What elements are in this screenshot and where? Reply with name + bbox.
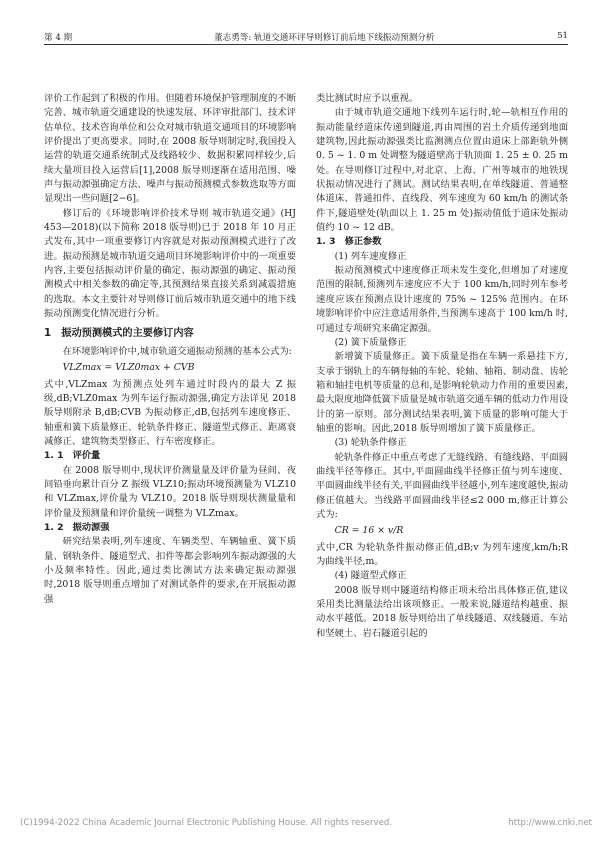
paragraph: 新增簧下质量修正。簧下质量是指在车辆一系悬挂下方,支承于钢轨上的车辆每轴的车轮、轮轴、轴箱、制动盘、齿轮箱和轴挂电机等质量的总和,是影响轮轨动力作用的重要因素,最大限度地降低簧下质量是城市轨道交通车辆的低动力作用设计的第一原则。部分测试结果表明,簧下质量的影响可能大于轴重的影响。因此,2018 版导则增加了簧下质量修正。: [316, 351, 568, 434]
subsection-heading: 1. 2 振动源强: [44, 521, 110, 533]
subsection-heading: 1. 3 修正参数: [316, 236, 382, 248]
list-label: (4) 隧道型式修正: [334, 570, 407, 582]
paragraph: 在环境影响评价中,城市轨道交通振动预测的基本公式为:: [62, 345, 292, 357]
running-header: [44, 30, 568, 45]
left-column: [44, 92, 296, 607]
paragraph: 2008 版导则中隧道结构修正项未给出具体修正值,建议采用类比测量法给出该项修正。一般来说,隧道结构越重、振动水平越低。2018 版导则给出了单线隧道、双线隧道、车站和坚硬土、岩石隧道引起的: [316, 584, 568, 639]
right-column: [316, 92, 568, 641]
vibration-formula: VLZmax = VLZ0max + CVB: [62, 362, 195, 374]
paragraph: 由于城市轨道交通地下线列车运行时,轮—轨相互作用的振动能量经道床传递到隧道,再由周围的岩土介质传递到地面建筑物,因此振动源强类比监测测点位置由道床上部距轨外侧 0. 5 ~ 1. 0 m 处调整为隧道壁高于轨顶面 1. 25 ± 0. 25 m 处。在导则修订过程中,对北京、上海、广州等城市的地铁现状振动情况进行了测试。测试结果表明,在单线隧道、普通整体道床、普通扣件、直线段、列车速度为 60 km/h 的测试条件下,隧道壁处(轨面以上 1. 25 m 处)振动值低于道床处振动值约 10 ~ 12 dB。: [316, 107, 568, 234]
list-label: (3) 轮轨条件修正: [334, 437, 407, 449]
subsection-heading: 1. 1 评价量: [44, 450, 101, 462]
section-heading: 1 振动预测模式的主要修订内容: [44, 327, 194, 339]
paragraph: 在 2008 版导则中,现状评价测量量及评价量为昼间、夜间铅垂向累计百分 Z 振级 VLZ10;振动环境预测量为 VLZ10 和 VLZmax,评价量为 VLZ10。2018 版导则现状测量量和评价量及预测量和评价量统一调整为 VLZmax。: [44, 464, 296, 519]
paragraph: 式中,CR 为轮轨条件振动修正值,dB;v 为列车速度,km/h;R 为曲线半径,m。: [316, 541, 568, 567]
paragraph: 修订后的《环境影响评价技术导则 城市轨道交通》(HJ 453—2018)(以下简称 2018 版导则)已于 2018 年 10 月正式发布,其中一项重要修订内容就是对振动预测模式进行了改进。振动预测是城市轨道交通项目环境影响评价中的一项重要内容,主要包括振动评价量的确定、振动源强的确定、振动预测模式中相关参数的确定等,其预测结果直接关系到减震措施的选取。本文主要针对导则修订前后城市轨道交通中的地下线振动预测变化情况进行分析。: [44, 207, 296, 320]
running-title: 董志勇等: 轨道交通环评导则修订前后地下线振动预测分析: [214, 33, 435, 43]
paragraph: 式中,VLZmax 为预测点处列车通过时段内的最大 Z 振级,dB;VLZ0max 为列车运行振动源强,确定方法详见 2018 版导则附录 B,dB;CVB 为振动修正,dB,包括列车速度修正、轴重和簧下质量修正、轮轨条件修正、隧道型式修正、距离衰减修正、建筑物类型修正、行车密度修正。: [44, 378, 296, 447]
paragraph: 轮轨条件修正中重点考虑了无缝线路、有缝线路、平面圆曲线半径等修正。其中,平面圆曲线半径修正值与列车速度、平面圆曲线半径有关,平面圆曲线半径越小,列车速度越快,振动修正值越大。当线路平面圆曲线半径≤2 000 m,修正计算公式为:: [316, 451, 568, 520]
paragraph: 振动预测模式中速度修正项未发生变化,但增加了对速度范围的限制,预测列车速度应不大于 100 km/h,同时列车参考速度应该在预测点设计速度的 75% ~ 125% 范围内。在环境影响评价中应注意适用条件,当预测车速高于 100 km/h 时,可通过专项研究来确定源强。: [316, 265, 568, 334]
paragraph: 研究结果表明,列车速度、车辆类型、车辆轴重、簧下质量、钢轨条件、隧道型式、扣件等都会影响列车振动源强的大小及频率特性。因此,通过类比测试方法来确定振动源强时,2018 版导则重点增加了对测试条件的要求,在开展振动源强: [44, 536, 296, 605]
list-label: (2) 簧下质量修正: [334, 336, 407, 348]
copyright-text: (C)1994-2022 China Academic Journal Electronic Publishing House. All rights reserved.: [20, 818, 393, 828]
paragraph: 评价工作起到了积极的作用。但随着环境保护管理制度的不断完善、城市轨道交通建设的快速发展、环评审批部门、技术评估单位、技术咨询单位和公众对城市轨道交通项目的环境影响评价提出了更高要求。同时,在 2008 版导则制定时,我国投入运营的轨道交通系统制式及线路较少、数据积累同样较少,后续大量项目投入运营后[1],2008 版导则逐渐在适用范围、噪声与振动源强确定方法、噪声与振动预测模式参数选取等方面显现出一些问题[2−6]。: [44, 93, 296, 205]
issue-number: 第 4 期: [44, 33, 73, 43]
list-label: (1) 列车速度修正: [334, 250, 407, 262]
page-number: 51: [557, 31, 568, 41]
curve-formula: CR = 16 × v/R: [334, 525, 404, 537]
cnki-link[interactable]: http://www.cnki.net: [508, 818, 592, 828]
paragraph: 类比测试时应予以重视。: [316, 93, 419, 104]
